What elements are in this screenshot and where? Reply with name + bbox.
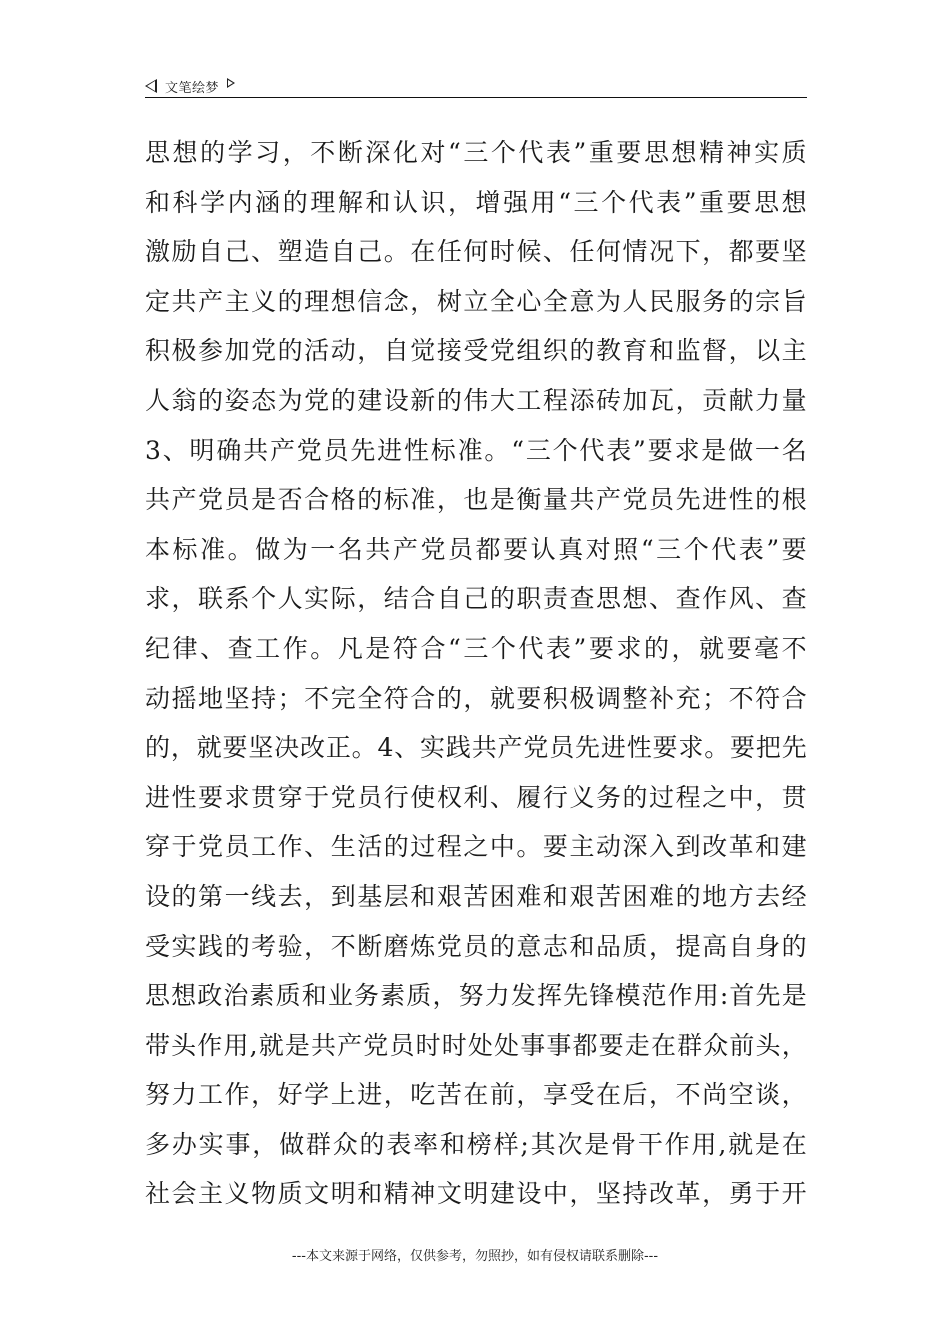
page-footer-disclaimer: ---本文来源于网络，仅供参考，勿照抄，如有侵权请联系删除--- (291, 1249, 659, 1264)
text-line: 和科学内涵的理解和认识，增强用“三个代表”重要思想 (145, 187, 807, 217)
text-line: 本标准。做为一名共产党员都要认真对照“三个代表”要 (145, 534, 807, 564)
text-line: 受实践的考验，不断磨炼党员的意志和品质，提高自身的 (145, 931, 807, 961)
text-line: 穿于党员工作、生活的过程之中。要主动深入到改革和建 (145, 832, 807, 862)
text-line: 动摇地坚持；不完全符合的，就要积极调整补充；不符合 (145, 683, 807, 713)
text-line: 的，就要坚决改正。4、实践共产党员先进性要求。要把先 (145, 733, 807, 763)
text-line: 多办实事，做群众的表率和榜样;其次是骨干作用,就是在 (145, 1129, 807, 1159)
text-line: 思想政治素质和业务素质，努力发挥先锋模范作用:首先是 (145, 981, 807, 1011)
text-line: 人翁的姿态为党的建设新的伟大工程添砖加瓦，贡献力量 (145, 385, 807, 415)
text-line: 思想的学习，不断深化对“三个代表”重要思想精神实质 (145, 138, 807, 167)
header-divider (145, 97, 807, 98)
document-body (145, 128, 807, 1219)
text-line: 激励自己、塑造自己。在任何时候、任何情况下，都要坚 (145, 237, 807, 267)
text-line: 定共产主义的理想信念，树立全心全意为人民服务的宗旨 (145, 286, 807, 316)
text-line: 社会主义物质文明和精神文明建设中，坚持改革，勇于开 (145, 1179, 807, 1209)
text-line: 带头作用,就是共产党员时时处处事事都要走在群众前头， (145, 1030, 807, 1060)
triangle-left-icon (145, 79, 157, 93)
text-line: 纪律、查工作。凡是符合“三个代表”要求的，就要毫不 (145, 633, 807, 663)
text-line: 设的第一线去，到基层和艰苦困难和艰苦困难的地方去经 (145, 881, 807, 911)
text-line: 共产党员是否合格的标准，也是衡量共产党员先进性的根 (145, 485, 807, 515)
text-line: 3、明确共产党员先进性标准。“三个代表”要求是做一名 (145, 435, 807, 465)
text-line: 努力工作，好学上进，吃苦在前，享受在后，不尚空谈， (145, 1080, 807, 1110)
triangle-right-icon (227, 78, 235, 88)
text-line: 积极参加党的活动，自觉接受党组织的教育和监督，以主 (145, 336, 807, 366)
text-line: 进性要求贯穿于党员行使权利、履行义务的过程之中，贯 (145, 782, 807, 812)
header-title: 文笔绘梦 (165, 80, 220, 96)
page-header (145, 74, 807, 98)
text-line: 求，联系个人实际，结合自己的职责查思想、查作风、查 (145, 584, 807, 614)
